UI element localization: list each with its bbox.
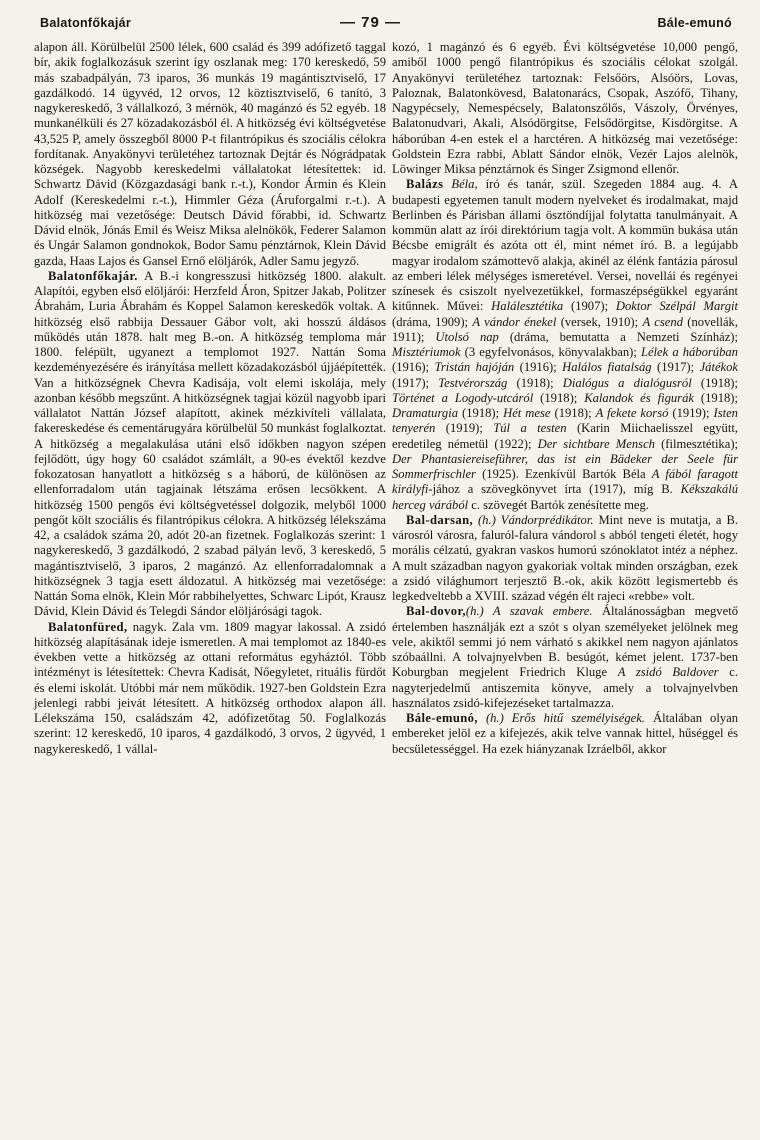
running-head-right: Bále-emunó: [657, 16, 732, 30]
headword: Balázs: [406, 177, 444, 192]
entry-balatonfokajar: Balatonfőkajár. A B.-i kongresszusi hitközség 1800. alakult. Alapítói, egyben első elöljárói: Herzfeld Áron, Spitzer Jakab, Politzer Ábrahám, Luria Ábrahám és Koppel Salamon kereskedők voltak. A hitközség első rabbija Dessauer Gábor volt, aki hosszú áldásos működés után 1878. halt meg B.-on. A hitközség temploma már 1800. felépült, ugyanezt a templomot 1927. Nattán Soma kezdeményezésére és irányítása mellett közadakozásból újjáépítették. Van a hitközségnek Chevra Kadisája, volt elemi iskolája, mely azonban később megszűnt. A hitközségnek tagjai közül nagyobb ipari vállalatot Nattán József alapított, akinek mézkivíteli vállalata, fakereskedése és cementárugyára körülbelül 50 munkást foglalkoztat. A hitközség a megalakulása utáni első időkben nagyon szépen fejlődött, úgy hogy 60 családot számlált, a 90-es évektől kezdve fokozatosan hanyatlott a hitközség s a háború, de különösen az ellenforradalom után tagjainak létszáma erősen lecsökkent. A hitközség 1500 pengős évi költségvetéssel dolgozik, melyből 1000 pengőt költ szociális és filantrópikus célokra. A hitközség lélekszáma 42, a családok száma 20, adót 20-an fizetnek. Foglalkozás szerint: 1 nagykereskedő, 3 gazdálkodó, 2 szabad pályán levő, 3 kereskedő, 5 magántisztviselő, 3 iparos, 2 magánzó. Az ellenforradalomnak a hitközségnek 3 tagja esett áldozatul. A hitközség mai vezetősége: Nattán Soma elnök, Klein Mór rabbihelyettes, Schwarc Lipót, Krausz Dávid, Klein Dávid és Telegdi Sándor elöljárósági tagok.: [34, 268, 386, 619]
headword: Bále-emunó,: [406, 711, 478, 725]
headword: Bal-dovor,: [406, 604, 466, 619]
entry-bale-emuno: Bále-emunó, (h.) Erős hitű személyiségek. Általában olyan embereket jelöl ez a kifejezés, akik telve vannak hittel, hűséggel és becsületességgel. Ha ezek hiányzanak Izráelből, akkor: [392, 711, 738, 756]
headword: Bal-darsan,: [406, 512, 474, 527]
entry-bal-darsan: Bal-darsan, (h.) Vándorprédikátor. Mint neve is mutatja, a B. városról városra, faluról-falura vándorol s abból tengeti életét, hogy morális célzatú, gyakran vaskos humorú szónoklatot intéz a néphez. A mult században nagyon gyakoriak voltak minden országban, ezek a zsidó világhumort terjesztő B.-ok, akik között legismertebb és legkedveltebb a XVIII. század végén élt rajeci «rebbe» volt.: [392, 512, 738, 603]
page-number: — 79 —: [340, 14, 402, 31]
right-column: [392, 40, 738, 757]
entry-balazs-bela: Balázs Béla, író és tanár, szül. Szegeden 1884 aug. 4. A budapesti egyetemen tanult modern nyelveket és irodalmakat, majd Berlinben és Párisban állami ösztöndíjjal folytatta tanulmányait. A kommün alatt az írói direktórium tagja volt. A kommün bukása után Bécsbe emigrált és azóta ott él, mint német író. B. a legújabb magyar irodalom számottevő alakja, akinél az élénk fantázia párosul az emberi lélek mélységes ismeretével. Versei, novellái és regényei színesek és csiszolt nyelvezetükkel, formaszépségükkel egyaránt kitűnnek. Művei: Halálesztétika (1907); Doktor Szélpál Margit (dráma, 1909); A vándor énekel (versek, 1910); A csend (novellák, 1911); Utolsó nap (dráma, bemutatta a Nemzeti Színház); Misztériumok (3 egyfelvonásos, könyvalakban); Lélek a háborúban (1916); Tristán hajóján (1916); Halálos fiatalság (1917); Játékok (1917); Testvérország (1918); Dialógus a dialógusról (1918); Történet a Logody-utcáról (1918); Kalandok és figurák (1918); Dramaturgia (1918); Hét mese (1918); A fekete korsó (1919); Isten tenyerén (1919); Túl a testen (Karin Miichaelisszel együtt, eredetileg németül (1922); Der sichtbare Mensch (filmesztétika); Der Phantasiereiseführer, das ist ein Bädeker der Seele für Sommerfrischler (1925). Ezenkívül Bartók Béla A fából faragott királyfi-jához a szövegkönyvet írta (1917), míg B. Kékszakálú herceg várából c. szövegét Bartók zenésítette meg.: [392, 177, 739, 512]
running-head-left: Balatonfőkajár: [40, 16, 132, 30]
headword: Balatonfüred,: [48, 619, 128, 634]
entry-balatonfured: Balatonfüred, nagyk. Zala vm. 1809 magyar lakossal. A zsidó hitközség alapításának ideje ismeretlen. A mai templomot az 1840-es években vette a hitközség az ottani református egyháztól. Több intézményt is létesítettek: Chevra Kadisát, Nőegyletet, rituális fürdőt és elemi iskolát. Utóbbi már nem működik. 1927-ben Goldstein Ezra jelenlegi rabbi jeivát létesített. A hitközség orthodox alapon áll. Lélekszáma 150, családszám 42, adófizetőtag 50. Foglalkozás szerint: 12 kereskedő, 10 iparos, 4 gazdálkodó, 3 orvos, 2 ügyvéd, 1 nagykereskedő, 1 vállal-: [34, 619, 386, 756]
page-header: [40, 12, 740, 36]
entry-continuation: alapon áll. Körülbelül 2500 lélek, 600 család és 399 adófizető taggal bír, akik foglalkozásuk szerint így oszlanak meg: 170 kereskedő, 59 más szabadpályán, 73 iparos, 36 munkás 19 magántisztviselő, 17 gazdálkodó. 14 ügyvéd, 12 orvos, 12 köztisztviselő, 6 tanító, 3 nagykereskedő, 3 vállalkozó, 3 mérnök, 40 magánzó és 52 egyéb. 18 munkanélküli és 27 közadakozásból él. A hitközség évi költségvetése 43,525 P, amely összegből 8000 P-t filantrópikus és szociális célokra fordítanak. Anyakönyvi területéhez tartoznak Dejtár és Nógrádpatak községek. Nagyobb kereskedelmi vállalatokat létesítettek: id. Schwartz Dávid (Közgazdasági bank r.-t.), Kondor Ármin és Klein Adolf (Kereskedelmi r.-t.), Himmler Géza (Áruforgalmi r.-t.). A hitközség mai vezetősége: Deutsch Dávid főrabbi, id. Schwartz Dávid elnök, Jónás Emil és Weisz Miksa alelnökök, Federer Salamon és Ungár Salamon gondnokok, Bodor Samu pénztárnok, Klein Dávid gazda, Haas Lajos és Gansel Ernő elöljárók, Adler Samu jegyző.: [34, 40, 386, 268]
entry-continuation: kozó, 1 magánzó és 6 egyéb. Évi költségvetése 10,000 pengő, amiből 1000 pengő filantrópikus és szociális célokat szolgál. Anyakönyvi területéhez tartoznak: Felsőörs, Alsóörs, Lovas, Paloznak, Balatonkövesd, Balatonarács, Csopak, Aszófő, Tihany, Nagypécsely, Nemespécsely, Balatonszőlős, Vászoly, Örvényes, Balatonudvari, Akali, Alsódörgitse, Felsődörgitse, Kisdörgitse. A háborúban 4-en estek el a harctéren. A hitközség mai vezetősége: Goldstein Ezra rabbi, Ablatt Sándor elnök, Vezér Lajos alelnök, Löwinger Miksa pénztárnok és Singer Zsigmond ellenőr.: [392, 40, 738, 176]
entry-bal-dovor: Bal-dovor,(h.) A szavak embere. Általánosságban megvető értelemben használják ezt a szót s olyan személyeket jelölnek meg vele, akiktől semmi jó nem várható s akikkel nem nagyon ajánlatos szóbaállni. A tolvajnyelvben B. besúgót, kémet jelent. 1737-ben Koburgban megjelent Friedrich Kluge A zsidó Baldover c. nagyterjedelmű antiszemita könyve, amely a tolvajnyelvben használatos zsidó-kifejezéseket tartalmazza.: [392, 604, 739, 710]
left-column: [34, 40, 386, 757]
headword: Balatonfőkajár.: [48, 268, 138, 283]
